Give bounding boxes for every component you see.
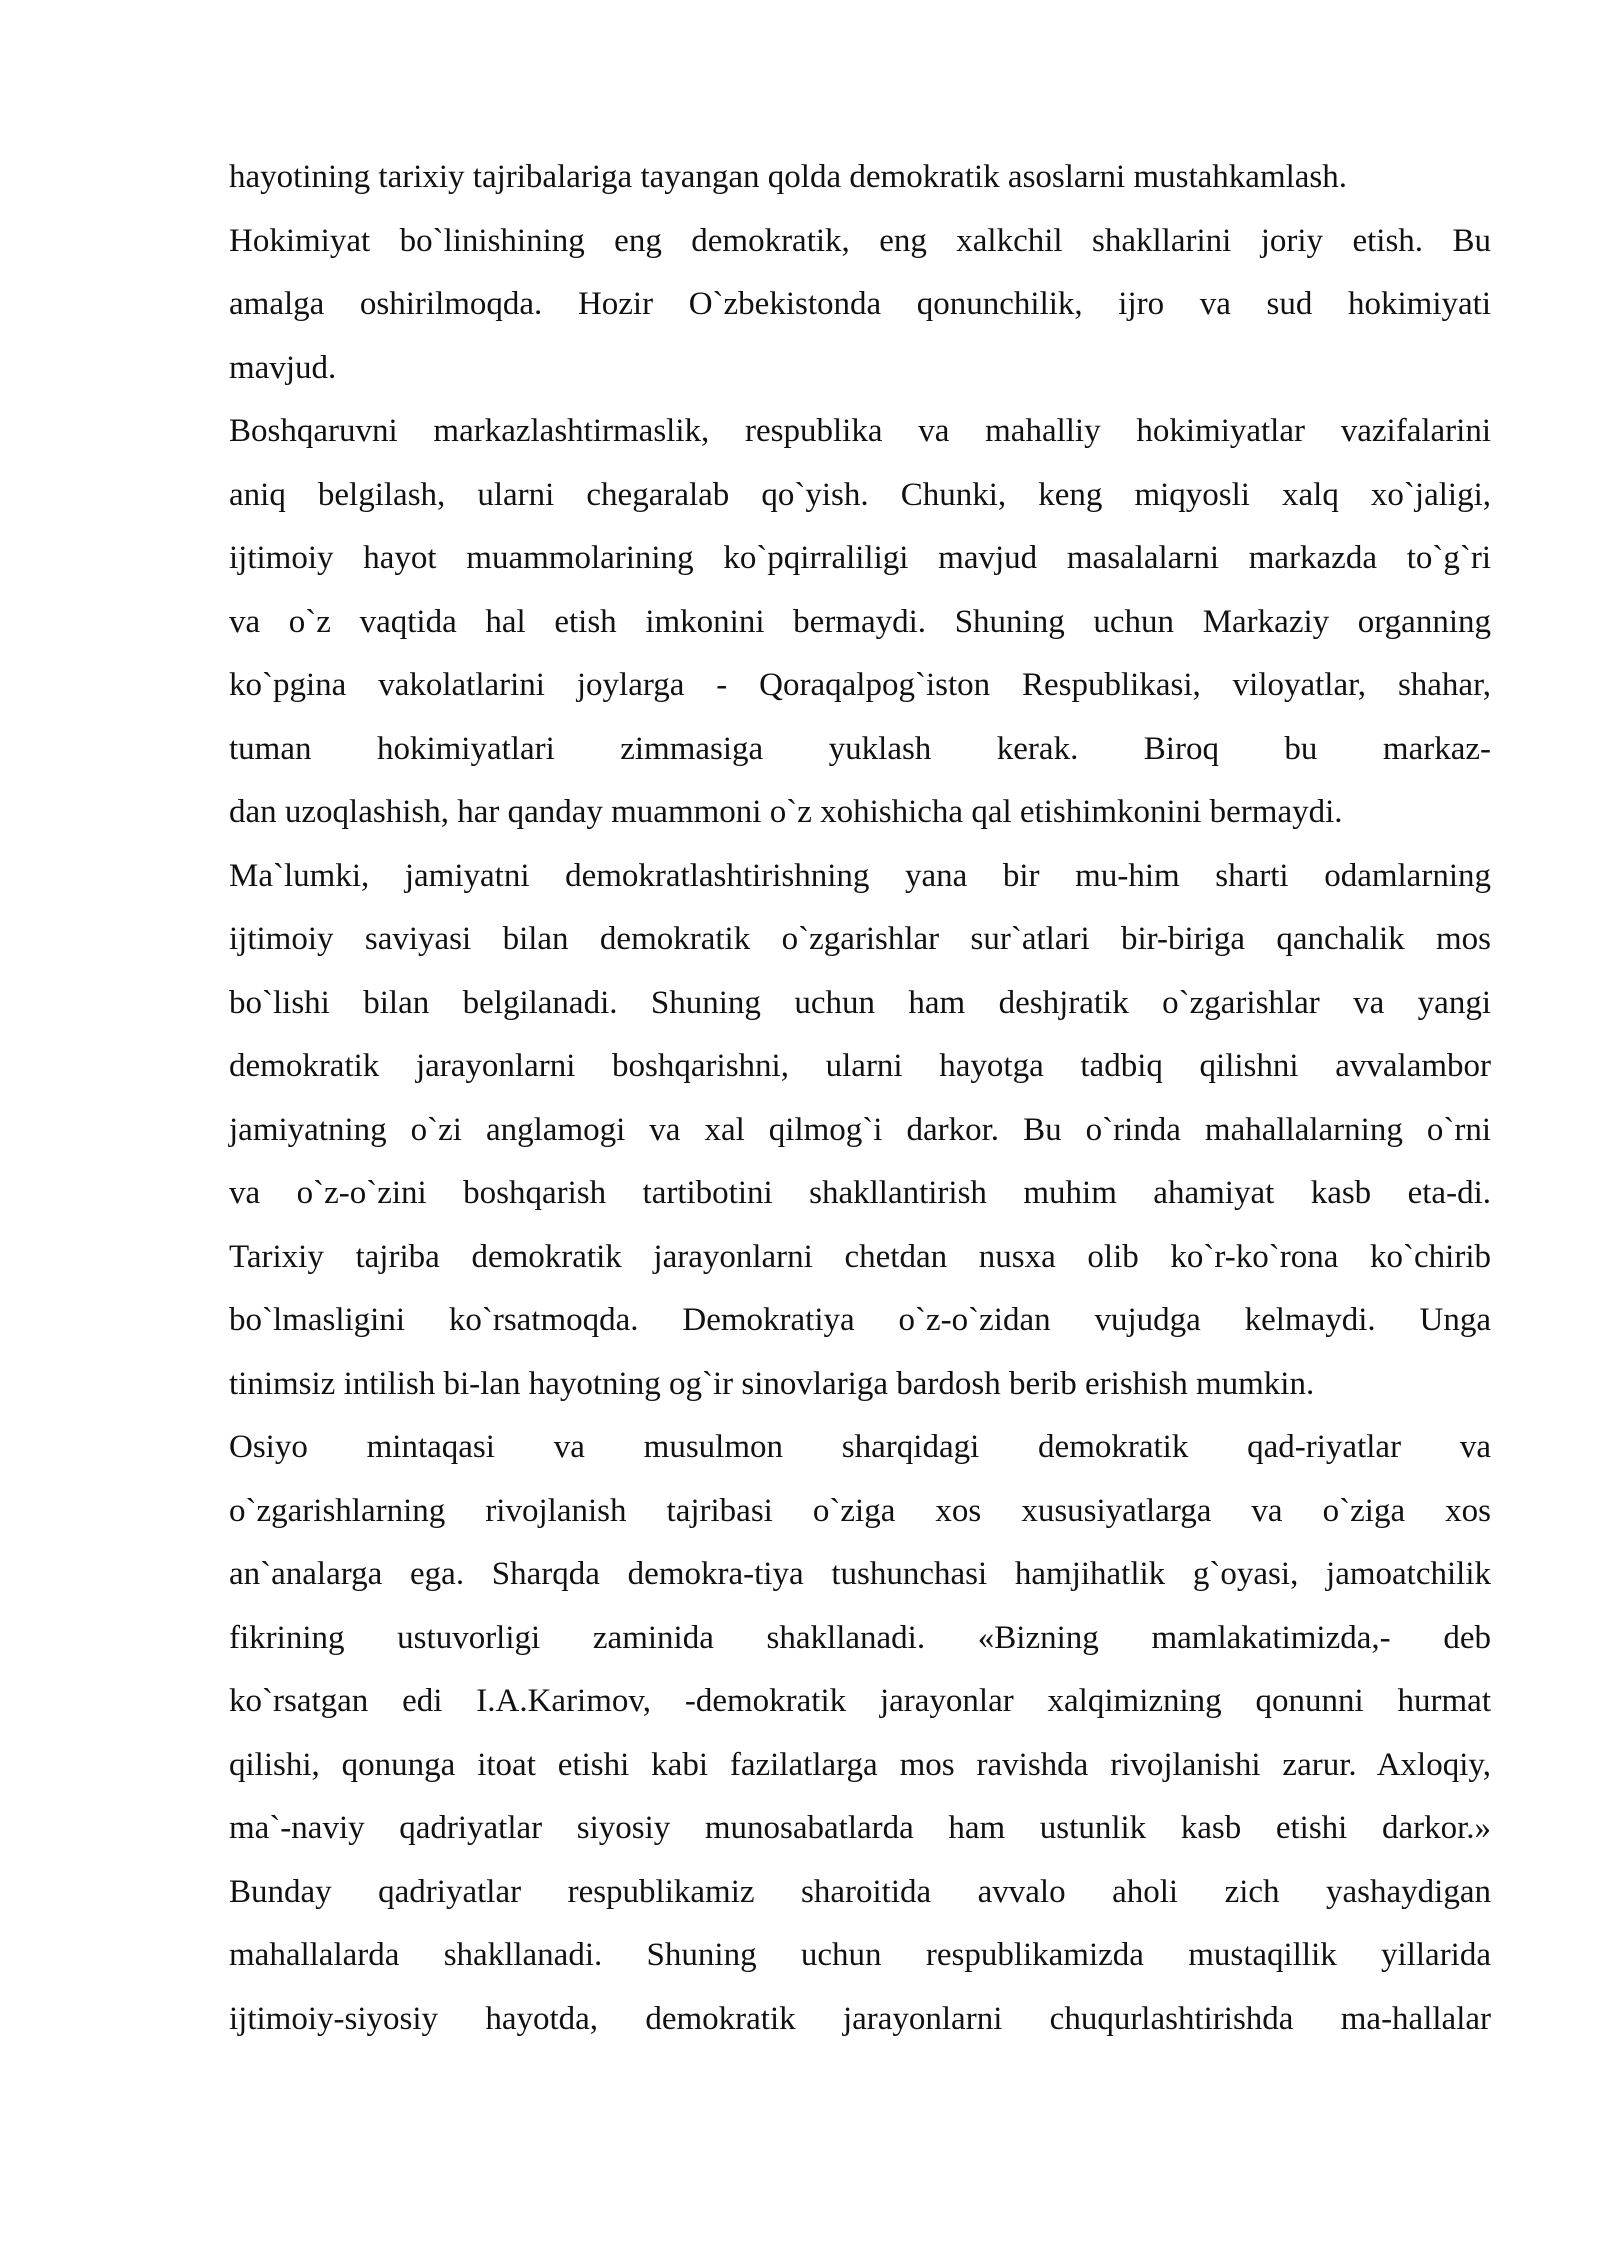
- text-line: jamiyatning o`zi anglamogi va xal qilmog`i darkor. Bu o`rinda mahallalarning o`rni: [229, 1111, 1491, 1148]
- text-line: fikrining ustuvorligi zaminida shakllanadi. «Bizning mamlakatimizda,- deb: [229, 1619, 1491, 1656]
- text-line: Hokimiyat bo`linishining eng demokratik, eng xalkchil shakllarini joriy etish. Bu: [229, 222, 1491, 259]
- text-line: ko`pgina vakolatlarini joylarga - Qoraqalpog`iston Respublikasi, viloyatlar, shahar,: [229, 667, 1491, 703]
- text-line: ko`rsatgan edi I.A.Karimov, -demokratik jarayonlar xalqimizning qonunni hurmat: [229, 1683, 1491, 1719]
- text-line: ijtimoiy saviyasi bilan demokratik o`zgarishlar sur`atlari bir-biriga qanchalik mos: [229, 921, 1491, 957]
- text-line: dan uzoqlashish, har qanday muammoni o`z xohishicha qal etishimkonini bermaydi.: [229, 794, 1343, 830]
- text-line: ma`-naviy qadriyatlar siyosiy munosabatlarda ham ustunlik kasb etishi darkor.»: [229, 1810, 1491, 1846]
- text-line: bo`lishi bilan belgilanadi. Shuning uchun ham deshjratik o`zgarishlar va yangi: [229, 984, 1491, 1021]
- text-line: ijtimoiy hayot muammolarining ko`pqirraliligi mavjud masalalarni markazda to`g`ri: [229, 540, 1491, 576]
- text-line: Boshqaruvni markazlashtirmaslik, respublika va mahalliy hokimiyatlar vazifalarini: [229, 413, 1491, 449]
- text-line: an`analarga ega. Sharqda demokra-tiya tushunchasi hamjihatlik g`oyasi, jamoatchilik: [229, 1556, 1491, 1592]
- text-line: va o`z-o`zini boshqarish tartibotini shakllantirish muhim ahamiyat kasb eta-di.: [229, 1175, 1491, 1211]
- text-line: tinimsiz intilish bi-lan hayotning og`ir sinovlariga bardosh berib erishish mumkin.: [229, 1365, 1315, 1402]
- text-line: amalga oshirilmoqda. Hozir O`zbekistonda qonunchilik, ijro va sud hokimiyati: [229, 286, 1491, 322]
- text-line: ijtimoiy-siyosiy hayotda, demokratik jarayonlarni chuqurlashtirishda ma-hallalar: [229, 2000, 1491, 2037]
- text-line: tuman hokimiyatlari zimmasiga yuklash kerak. Biroq bu markaz-: [229, 730, 1491, 767]
- text-line: aniq belgilash, ularni chegaralab qo`yish. Chunki, keng miqyosli xalq xo`jaligi,: [229, 476, 1491, 513]
- text-line: mahallalarda shakllanadi. Shuning uchun respublikamizda mustaqillik yillarida: [229, 1937, 1491, 1973]
- text-line: hayotining tarixiy tajribalariga tayangan qolda demokratik asoslarni mustahkamlash.: [229, 159, 1348, 195]
- text-line: o`zgarishlarning rivojlanish tajribasi o`ziga xos xususiyatlarga va o`ziga xos: [229, 1492, 1491, 1529]
- document-page: [229, 146, 1491, 2051]
- text-line: qilishi, qonunga itoat etishi kabi fazilatlarga mos ravishda rivojlanishi zarur. Axloqiy,: [229, 1746, 1491, 1783]
- text-line: demokratik jarayonlarni boshqarishni, ularni hayotga tadbiq qilishni avvalambor: [229, 1048, 1491, 1084]
- text-line: Tarixiy tajriba demokratik jarayonlarni chetdan nusxa olib ko`r-ko`rona ko`chirib: [229, 1238, 1491, 1275]
- text-line: Osiyo mintaqasi va musulmon sharqidagi demokratik qad-riyatlar va: [229, 1429, 1491, 1465]
- text-line: va o`z vaqtida hal etish imkonini bermaydi. Shuning uchun Markaziy organning: [229, 603, 1491, 640]
- text-line: Ma`lumki, jamiyatni demokratlashtirishning yana bir mu-him sharti odamlarning: [229, 857, 1491, 894]
- text-line: mavjud.: [229, 349, 337, 386]
- text-line: Bunday qadriyatlar respublikamiz sharoitida avvalo aholi zich yashaydigan: [229, 1873, 1491, 1910]
- text-line: bo`lmasligini ko`rsatmoqda. Demokratiya o`z-o`zidan vujudga kelmaydi. Unga: [229, 1302, 1491, 1338]
